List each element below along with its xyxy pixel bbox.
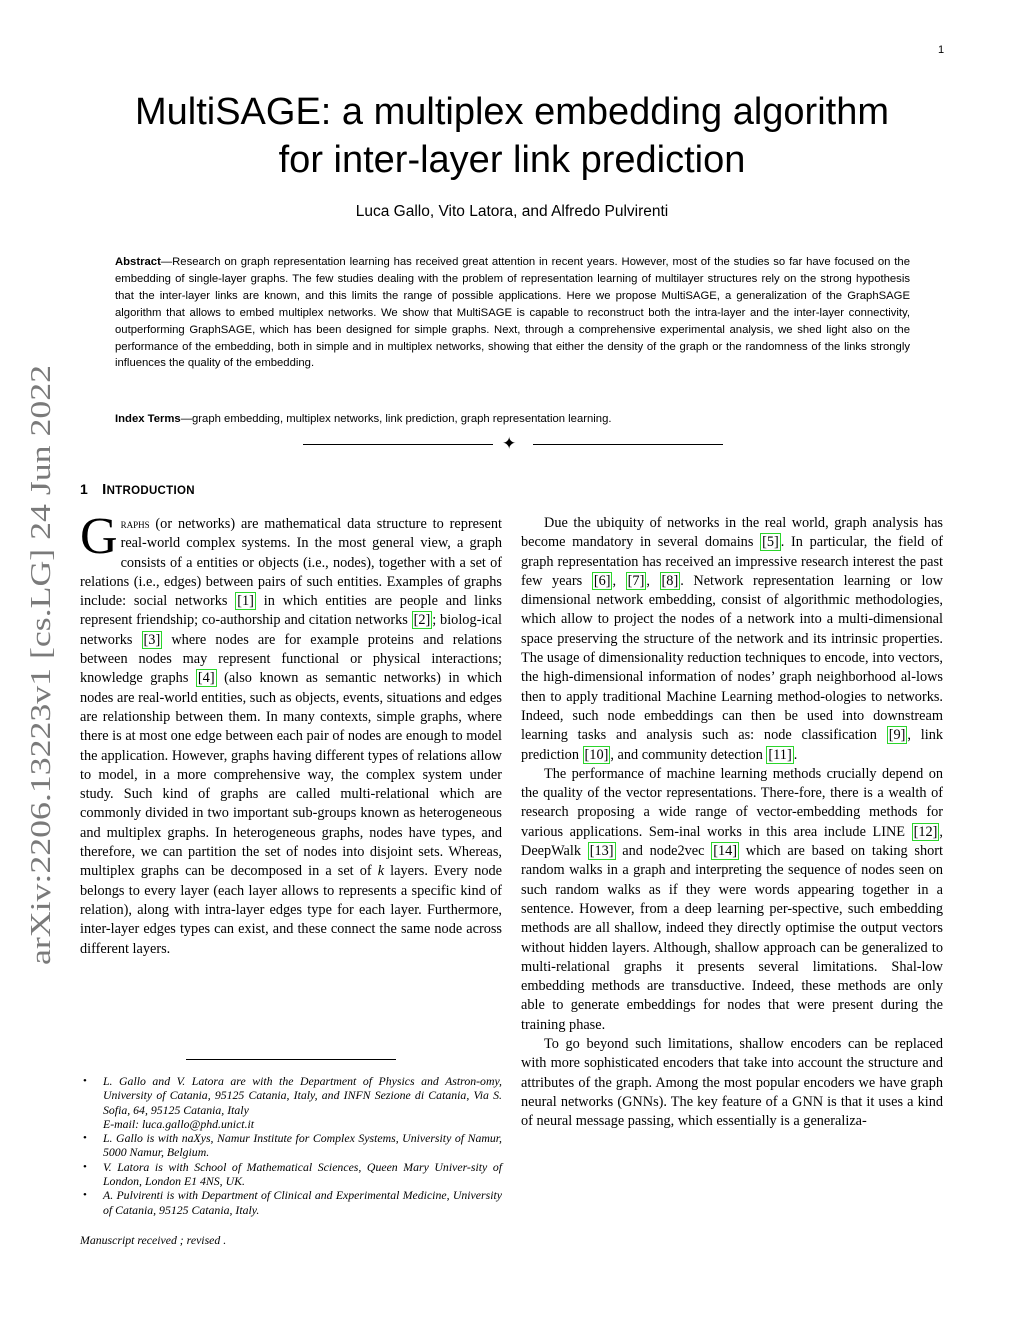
body-text: which are based on taking short random walks in a graph and interpreting the sequence of nodes seen on such random walks as if they were words appearing together in a sentence. However, from a deep learning per-spective, such embedding methods are all shallow, indeed they directly optimise the output vectors without hidden layers. Although, shallow approach can be generalized to multi-relational graphs it presents several limitations. Shal-low embedding methods are transductive. Indeed, these methods are only able to generate embeddings for nodes that were present during the training phase. [521,843,943,1033]
footnote-text: L. Gallo is with naXys, Namur Institute for Complex Systems, University of Namur, 5000 Namur, Belgium. [103,1131,502,1160]
citation-link[interactable]: [14] [713,843,738,860]
math-k: k [377,863,385,880]
body-text: and node2vec [615,843,712,860]
body-text: , [612,572,626,589]
section-number: 1 [80,481,89,497]
authors: Luca Gallo, Vito Latora, and Alfredo Pulvirenti [355,203,669,220]
right-column [521,514,943,1132]
body-text: . Network representation learning or low dimensional network embedding, consist of algorithmic methodologies, which allow to project the nodes of a network into a multi-dimensional space preserving the structure of the network and its intrinsic properties. The usage of dimensionality reduction techniques to encode, into vectors, the high-dimensional information of nodes’ graph neighborhood al-lows then to apply traditional Machine Learning method-ologies to networks. Indeed, such node embeddings can then be used into downstream learning tasks and analysis such as: node classification [521,572,943,744]
divider-star-icon: ✦ [502,434,517,454]
left-column [80,508,503,959]
citation-link[interactable]: [4] [197,670,215,687]
footnote-email[interactable]: E-mail: luca.gallo@phd.unict.it [103,1116,255,1131]
body-text: . [793,746,798,763]
citation-link[interactable]: [12] [913,823,938,840]
abstract-text: —Research on graph representation learning has received great attention in recent years. However, most of the studies so far have focused on the embedding of single-layer graphs. The few studies dealing with the problem of representation learning of multilayer structures rely on the strong hypothesis that the inter-layer links are known, and this limits the range of possible applications. Here we propose MultiSAGE, a generalization of the GraphSAGE algorithm that allows to embed multiplex networks. We show that MultiSAGE is capable to reconstruct both the intra-layer and the inter-layer connectivity, outperforming GraphSAGE, which has been designed for simple graphs. Next, through a comprehensive experimental analysis, we shed light also on the performance of the embedding, both in simple and in multiplex networks, showing that either the density of the graph or the randomness of the links strongly influences the quality of the embedding. [115,256,910,370]
body-text: (or networks) are mathematical data structure to represent real-world complex systems. In the most general view, a graph consists of a entities or objects (i.e., nodes), together with a set of relations (i.e., edges) between pairs of such entities. Examples of graphs include: social networks [80,516,502,610]
index-terms [115,411,910,427]
page-number: 1 [938,44,945,56]
affiliation-footnotes [80,1074,502,1217]
body-text: in which entities are people and links represent friendship; co-authorship and citation networks [80,593,502,629]
footnote-text: L. Gallo and V. Latora are with the Department of Physics and Astron-omy, University of Catania, 95125 Catania, Italy, and INFN Sezione di Catania, Via S. Sofia, 64, 95125 Catania, Italy [103,1074,502,1117]
body-text: Due the ubiquity of networks in the real world, graph analysis has become mandatory in several domains [521,515,943,551]
footnote-text: V. Latora is with School of Mathematical Sciences, Queen Mary Univer-sity of London, London E1 4NS, UK. [103,1159,502,1189]
citation-link[interactable]: [5] [762,534,779,551]
bullet-icon: • [83,1132,87,1145]
arxiv-stamp [20,360,58,970]
section-heading [80,481,195,498]
citation-link[interactable]: [8] [661,572,679,589]
intro-paragraph-3 [521,765,943,1035]
body-text: layers. Every node belongs to every layer (each layer allows to represents a specific kind of relation), along with intra-layer edges type for each layer. Furthermore, inter-layer edges types can exist, and these connect the same node across different layers. [80,863,502,957]
footnote-rule [186,1059,396,1060]
section-title-initial: I [102,481,107,498]
body-text: (also known as semantic networks) in which nodes are real-world entities, such as objects, events, situations and edges are relationship between them. In many contexts, simple graphs, where there is at most one edge between each pair of nodes are enough to model the application. However, graphs having different types of relations allow to model, in a more comprehensive way, the complex system under study. Such kind of graphs are called multi-relational which are commonly divided in two important sub-groups known as heterogeneous and multiplex graphs. In heterogeneous graphs, nodes have types, and therefore, we can partition the set of nodes into disjoint sets. Whereas, multiplex graphs can be decomposed in a set of [80,670,503,880]
title-line-1: MultiSAGE: a multiplex embedding algorithm [134,91,889,133]
bullet-icon: • [83,1160,87,1173]
body-text: , and community detection [610,746,767,763]
citation-link[interactable]: [10] [584,746,609,763]
bullet-icon: • [83,1075,87,1087]
abstract-label: Abstract [115,256,161,268]
manuscript-note: Manuscript received ; revised . [80,1233,227,1247]
body-text: , link prediction [521,727,944,763]
footnote-item [80,1131,502,1160]
dropcap: G [80,508,118,565]
divider-line-right [533,444,723,445]
intro-paragraph-2 [521,514,943,765]
title-line-2: for inter-layer link prediction [278,139,746,181]
footnote-item [80,1188,502,1217]
section-title-rest: NTRODUCTION [106,485,195,497]
section-divider [303,434,723,454]
smallcaps-word: raphs [120,516,150,531]
bullet-icon: • [83,1189,87,1202]
intro-paragraph-4: To go beyond such limitations, shallow encoders can be replaced with more sophisticated encoders that take into account the structure and attributes of the graph. Among the most popular encoders we have graph neural networks (GNNs). The key feature of a GNN is that it uses a kind of neural message passing, which essentially is a generaliza- [521,1036,943,1130]
citation-link[interactable]: [13] [589,843,614,860]
footnote-item [80,1074,502,1131]
index-terms-text: —graph embedding, multiplex networks, link prediction, graph representation learning. [180,413,612,425]
body-text: , [646,572,660,589]
body-text: , DeepWalk [521,823,943,860]
body-text: . In particular, the field of graph representation has received an impressive research interest the past few years [521,534,943,589]
citation-link[interactable]: [1] [237,593,254,610]
intro-paragraph-1 [80,508,503,959]
footnote-text: A. Pulvirenti is with Department of Clinical and Experimental Medicine, University of Catania, 95125 Catania, Italy. [103,1188,502,1217]
citation-link[interactable]: [7] [627,572,645,589]
footnote-item [80,1160,502,1189]
arxiv-stamp-text: arXiv:2206.13223v1 [cs.LG] 24 Jun 2022 [25,478,57,965]
body-text: The performance of machine learning methods crucially depend on the quality of the vector representations. There-fore, there is a wealth of research proposing a wide range of vector-embedding methods for various applications. Sem-inal works in this area include LINE [521,765,943,840]
body-text: where nodes are for example proteins and relations between nodes may represent functional or physical interactions; knowledge graphs [80,631,502,687]
paper-title [100,88,924,184]
index-terms-label: Index Terms [115,413,181,425]
citation-link[interactable]: [2] [413,612,431,629]
citation-link[interactable]: [9] [888,727,906,744]
body-text: ; biolog-ical networks [80,612,502,648]
citation-link[interactable]: [6] [593,572,611,589]
citation-link[interactable]: [11] [768,746,792,763]
citation-link[interactable]: [3] [143,631,161,648]
divider-line-left [303,444,493,445]
abstract [115,254,910,372]
